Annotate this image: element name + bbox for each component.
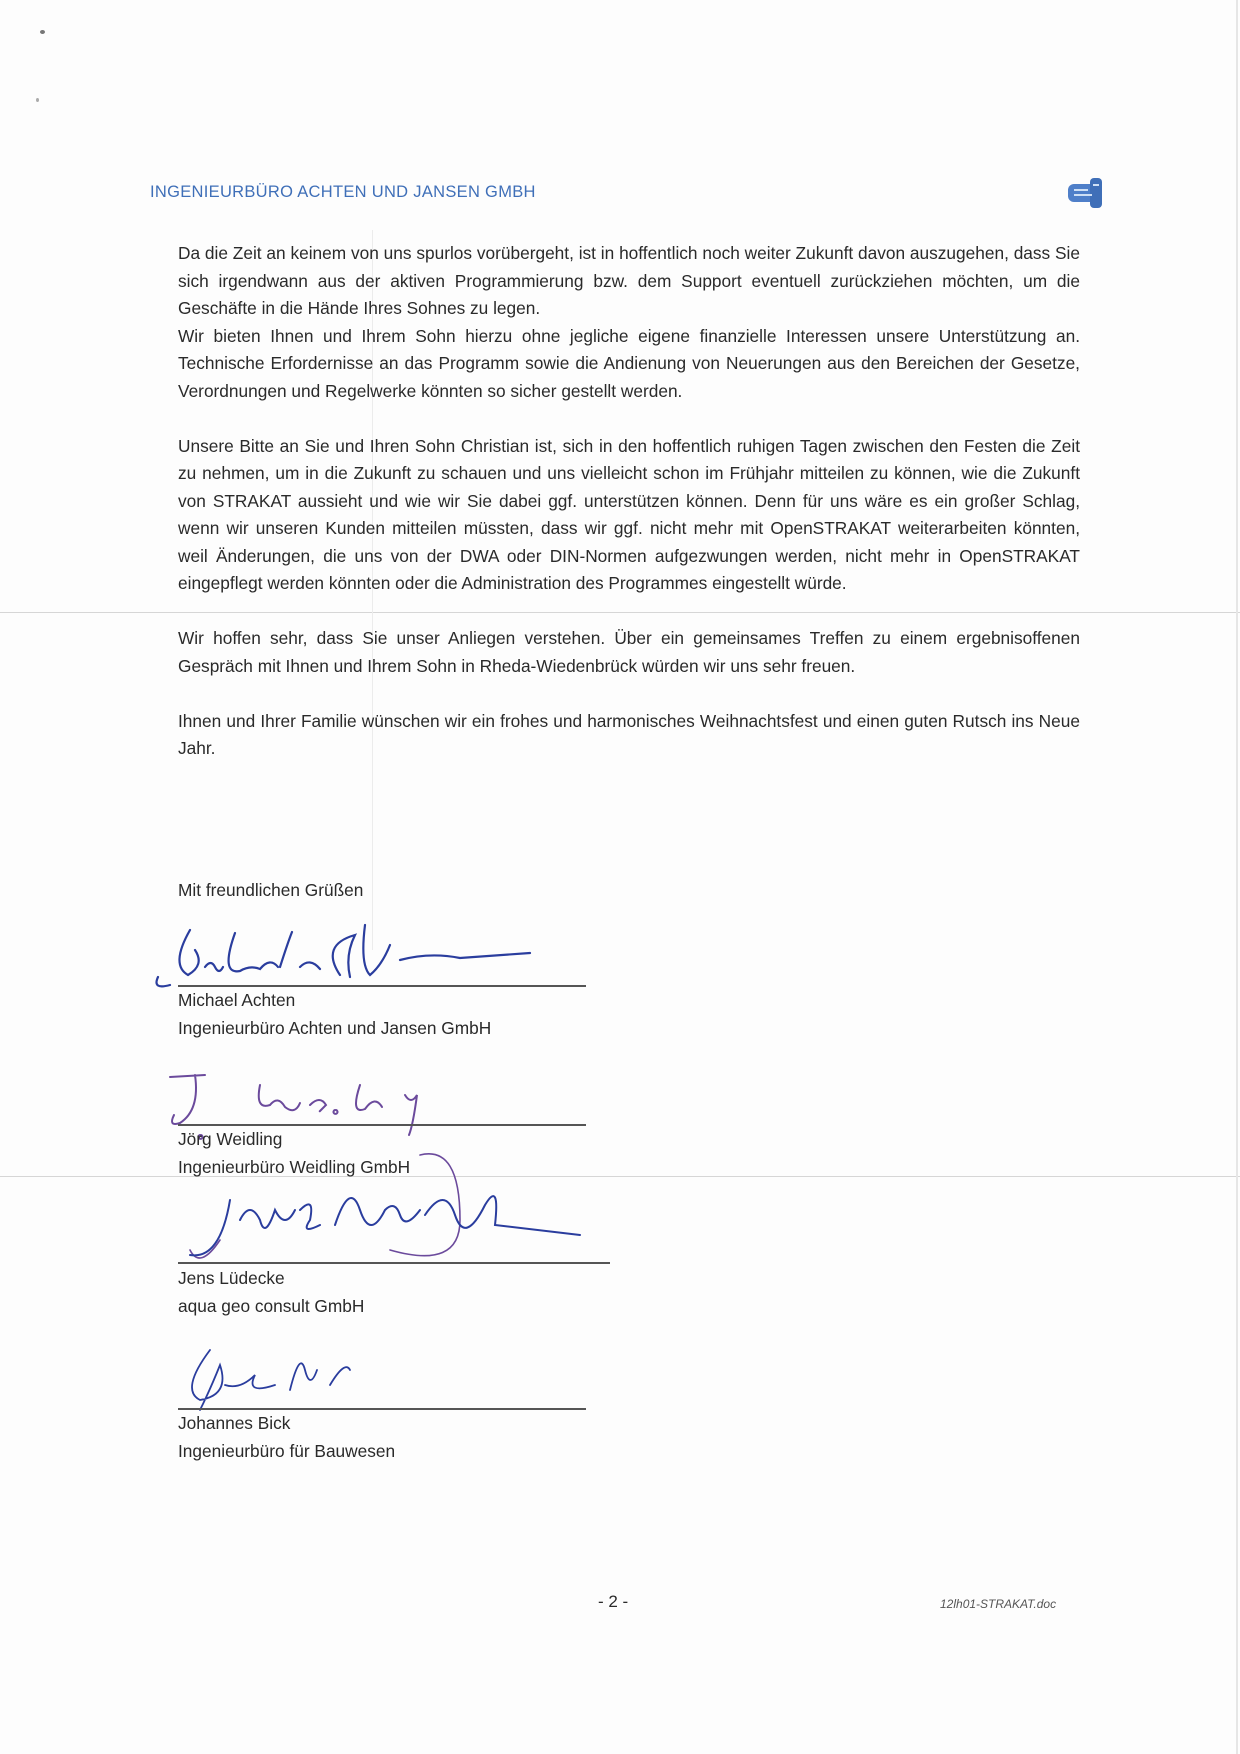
- signatory-3: [178, 1265, 364, 1320]
- paragraph-5: Ihnen und Ihrer Familie wünschen wir ein frohes und harmonisches Weihnachtsfest und einen guten Rutsch ins Neue Jahr.: [178, 710, 1080, 758]
- paragraph-4: Wir hoffen sehr, dass Sie unser Anliegen verstehen. Über ein gemeinsames Treffen zu einem ergebnisoffenen Gespräch mit Ihnen und Ihrem Sohn in Rheda-Wiedenbrück würden wir uns sehr freuen.: [178, 628, 1080, 676]
- signatory-1: [178, 987, 491, 1042]
- signatory-name: Jens Lüdecke: [178, 1268, 285, 1288]
- signature-michael-achten: [150, 905, 550, 995]
- paragraph-1: Da die Zeit an keinem von uns spurlos vorübergeht, ist in hoffentlich noch weiter Zukunft davon auszugehen, dass Sie sich irgendwann aus der aktiven Programmierung bzw. dem Support eventuell zurückziehen möchten, um die Geschäfte in die Hände Ihres Sohnes zu legen.: [178, 243, 1080, 318]
- company-logo-icon: [1068, 178, 1106, 208]
- signatory-name: Johannes Bick: [178, 1413, 291, 1433]
- letterhead-company: INGENIEURBÜRO ACHTEN UND JANSEN GMBH: [150, 183, 536, 201]
- paragraph-3: Unsere Bitte an Sie und Ihren Sohn Christian ist, sich in den hoffentlich ruhigen Tagen zwischen den Festen die Zeit zu nehmen, um in die Zukunft zu schauen und uns vielleicht schon im Frühjahr mitteilen zu können, wie die Zukunft von STRAKAT aussieht und wie wir Sie dabei ggf. unterstützen können. Denn für uns wäre es ein großer Schlag, wenn wir unseren Kunden mitteilen müssten, dass wir ggf. nicht mehr mit OpenSTRAKAT weiterarbeiten könnten, weil Änderungen, die uns von der DWA oder DIN-Normen aufgezwungen werden, nicht mehr in OpenSTRAKAT eingepflegt werden könnten oder die Administration des Programmes eingestellt würde.: [178, 435, 1080, 593]
- signature-line: [178, 1262, 610, 1264]
- signature-johannes-bick: [170, 1330, 430, 1420]
- signatory-name: Jörg Weidling: [178, 1129, 283, 1149]
- signatory-company: Ingenieurbüro Weidling GmbH: [178, 1156, 411, 1177]
- signatory-4: [178, 1410, 395, 1465]
- signatory-company: aqua geo consult GmbH: [178, 1295, 365, 1316]
- signatory-company: Ingenieurbüro Achten und Jansen GmbH: [178, 1017, 492, 1038]
- letter-body: [178, 240, 1080, 790]
- scan-speck: [40, 30, 45, 34]
- document-reference: 12lh01-STRAKAT.doc: [940, 1597, 1057, 1611]
- paper-edge: [1236, 0, 1238, 1754]
- page-number: - 2 -: [598, 1592, 629, 1611]
- signatory-name: Michael Achten: [178, 990, 296, 1010]
- closing-greeting: Mit freundlichen Grüßen: [178, 880, 364, 900]
- signatory-2: [178, 1126, 410, 1181]
- paragraph-2: Wir bieten Ihnen und Ihrem Sohn hierzu ohne jegliche eigene finanzielle Interessen unsere Unterstützung an. Technische Erfordernisse an das Programm sowie die Andienung von Neuerungen aus den Bereichen der Gesetze, Verordnungen und Regelwerke könnten so sicher gestellt werden.: [178, 325, 1080, 401]
- signatory-company: Ingenieurbüro für Bauwesen: [178, 1440, 396, 1461]
- scan-speck: [36, 98, 39, 102]
